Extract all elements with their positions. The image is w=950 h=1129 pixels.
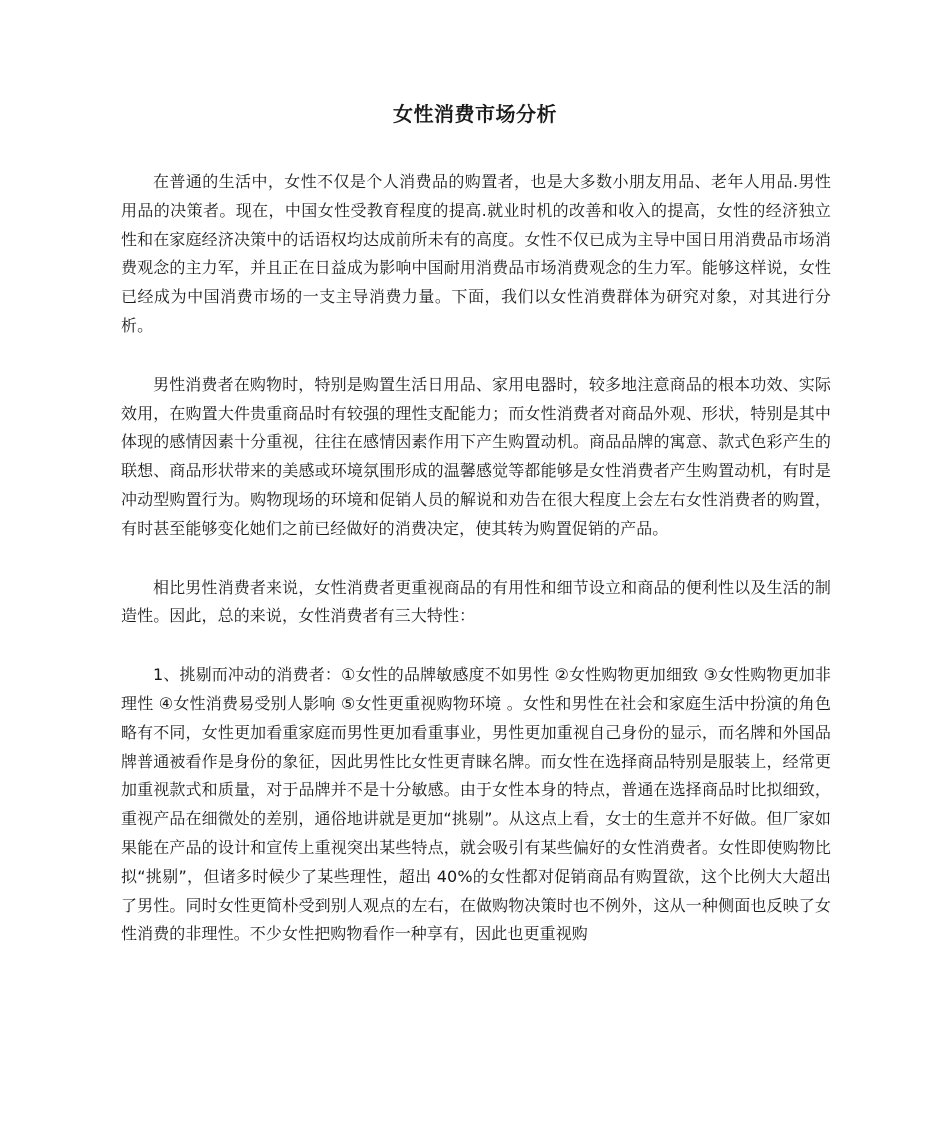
paragraph-intro: 在普通的生活中，女性不仅是个人消费品的购置者，也是大多数小朋友用品、老年人用品.男性用品的决策者。现在，中国女性受教育程度的提高.就业时机的改善和收入的提高，女性的经济独立性和在家庭经济决策中的话语权均达成前所未有的高度。女性不仅已成为主导中国日用消费品市场消费观念的主力军，并且正在日益成为影响中国耐用消费品市场消费观念的生力军。能够这样说，女性已经成为中国消费市场的一支主导消费力量。下面，我们以女性消费群体为研究对象，对其进行分析。 xyxy=(121,172,831,335)
paragraph-trait-one: 1、挑剔而冲动的消费者：①女性的品牌敏感度不如男性 ②女性购物更加细致 ③女性购物更加非理性 ④女性消费易受别人影响 ⑤女性更重视购物环境 。女性和男性在社会和家庭生活中扮演的角色略有不同，女性更加看重家庭而男性更加看重事业，男性更加重视自己身份的显示，而名牌和外国品牌普通被看作是身份的象征，因此男性比女性更青睐名牌。而女性在选择商品特别是服装上，经常更加重视款式和质量，对于品牌并不是十分敏感。由于女性本身的特点，普通在选择商品时比拟细致，重视产品在细微处的差别，通俗地讲就是更加“挑剔”。从这点上看，女士的生意并不好做。但厂家如果能在产品的设计和宣传上重视突出某些特点，就会吸引有某些偏好的女性消费者。女性即使购物比拟“挑剔”，但诸多时候少了某些理性，超出 40%的女性都对促销商品有购置欲，这个比例大大超出了男性。同时女性更简朴受到别人观点的左右，在做购物决策时也不例外，这从一种侧面也反映了女性消费的非理性。不少女性把购物看作一种享有，因此也更重视购 xyxy=(121,665,831,944)
document-body xyxy=(121,168,831,979)
paragraph-male-vs-female: 男性消费者在购物时，特别是购置生活日用品、家用电器时，较多地注意商品的根本功效、实际效用，在购置大件贵重商品时有较强的理性支配能力；而女性消费者对商品外观、形状，特别是其中体现的感情因素十分重视，往往在感情因素作用下产生购置动机。商品品牌的寓意、款式色彩产生的联想、商品形状带来的美感或环境氛围形成的温馨感觉等都能够是女性消费者产生购置动机，有时是冲动型购置行为。购物现场的环境和促销人员的解说和劝告在很大程度上会左右女性消费者的购置，有时甚至能够变化她们之前已经做好的消费决定，使其转为购置促销的产品。 xyxy=(121,374,831,538)
document-title: 女性消费市场分析 xyxy=(393,102,557,126)
paragraph-three-traits: 相比男性消费者来说，女性消费者更重视商品的有用性和细节设立和商品的便利性以及生活的制造性。因此，总的来说，女性消费者有三大特性： xyxy=(121,577,831,626)
